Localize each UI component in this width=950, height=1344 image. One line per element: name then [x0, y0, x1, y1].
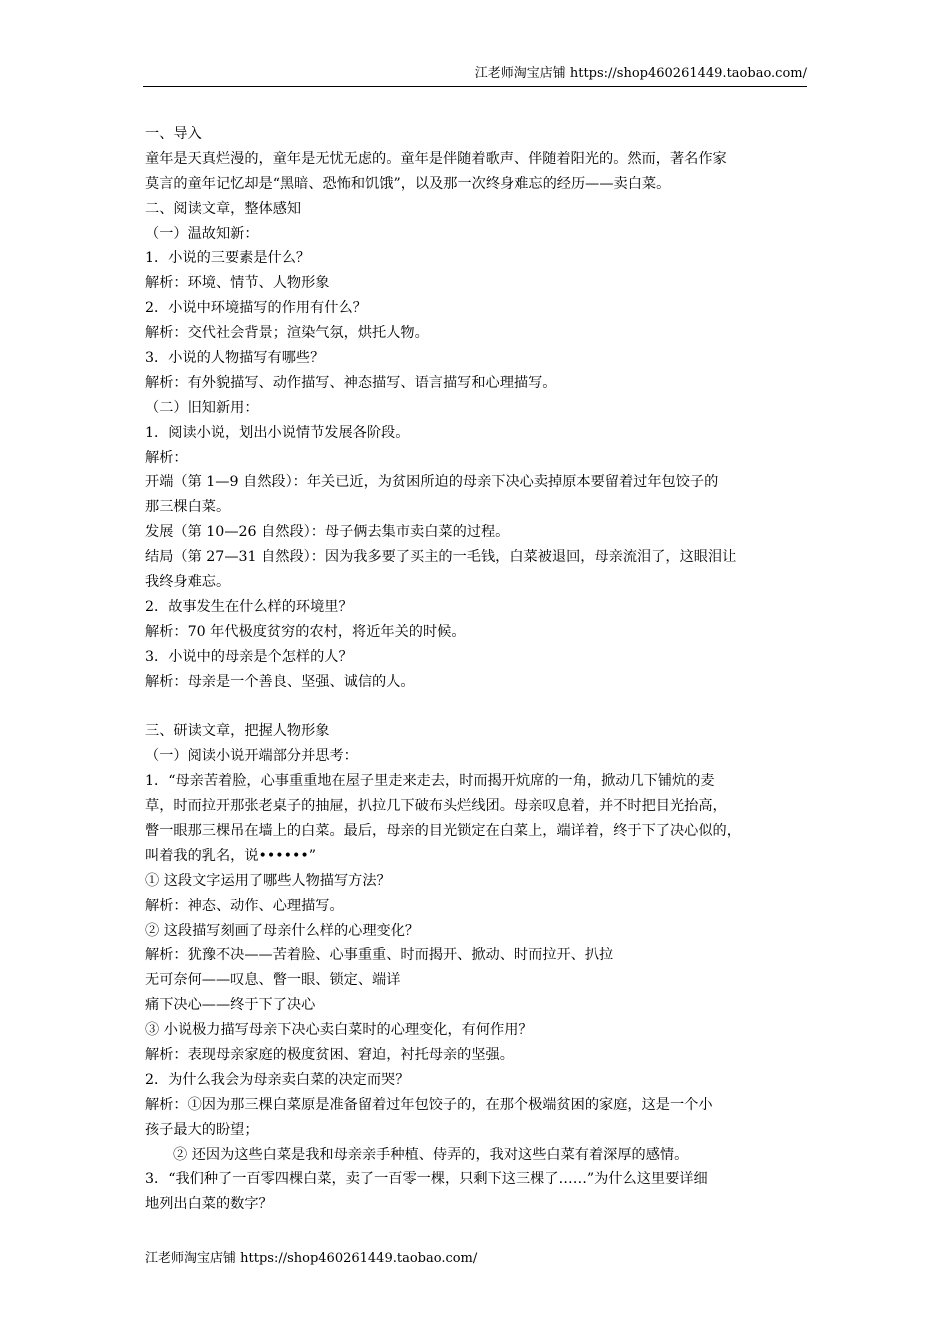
section-heading-study: 三、研读文章，把握人物形象 [145, 723, 330, 740]
page-header [143, 64, 807, 87]
question-line: ① 这段文字运用了哪些人物描写方法？ [145, 872, 391, 889]
answer-line: 解析：犹豫不决——苦着脸、心事重重、时而揭开、掀动、时而拉开、扒拉 [145, 947, 614, 964]
paragraph-line: 我终身难忘。 [145, 574, 231, 591]
subsection-heading: （一）温故知新： [145, 225, 259, 242]
subsection-heading: （一）阅读小说开端部分并思考： [145, 748, 358, 765]
question-line: ③ 小说极力描写母亲下决心卖白菜时的心理变化，有何作用？ [145, 1022, 533, 1039]
answer-line: 解析：母亲是一个善良、坚强、诚信的人。 [145, 673, 415, 690]
question-line: 3．小说中的母亲是个怎样的人？ [145, 648, 353, 665]
answer-line: 解析： [145, 449, 188, 466]
answer-line: 解析：①因为那三棵白菜原是准备留着过年包饺子的，在那个极端贫困的家庭，这是一个小 [145, 1096, 713, 1113]
answer-line: 解析：神态、动作、心理描写。 [145, 897, 344, 914]
answer-line: 解析：环境、情节、人物形象 [145, 275, 330, 292]
question-line: ② 这段描写刻画了母亲什么样的心理变化？ [145, 922, 420, 939]
paragraph-line: 童年是天真烂漫的，童年是无忧无虑的。童年是伴随着歌声、伴随着阳光的。然而，著名作家 [145, 150, 727, 167]
paragraph-line: 结局（第 27—31 自然段）：因为我多要了买主的一毛钱，白菜被退回，母亲流泪了，这眼泪让 [145, 549, 737, 566]
paragraph-line: 发展（第 10—26 自然段）：母子俩去集市卖白菜的过程。 [145, 524, 510, 541]
blank-line [145, 694, 817, 719]
quote-line: 叫着我的乳名，说••••••” [145, 847, 316, 864]
paragraph-line: 开端（第 1—9 自然段）：年关已近，为贫困所迫的母亲下决心卖掉原本要留着过年包饺子的 [145, 474, 719, 491]
answer-line: 解析：70 年代极度贫穷的农村，将近年关的时候。 [145, 623, 466, 640]
question-line: 3．小说的人物描写有哪些？ [145, 350, 325, 367]
answer-line: 痛下决心——终于下了决心 [145, 997, 316, 1014]
answer-line: ② 还因为这些白菜是我和母亲亲手种植、侍弄的，我对这些白菜有着深厚的感情。 [173, 1146, 689, 1163]
quote-line: 草，时而拉开那张老桌子的抽屉，扒拉几下破布头烂线团。母亲叹息着，并不时把目光抬高， [145, 798, 727, 815]
paragraph-line: 那三棵白菜。 [145, 499, 231, 516]
document-body [145, 122, 817, 1217]
header-shop-link-text: 江老师淘宝店铺 https://shop460261449.taobao.com/ [474, 66, 807, 81]
question-line: 地列出白菜的数字？ [145, 1196, 273, 1213]
section-heading-reading: 二、阅读文章，整体感知 [145, 200, 302, 217]
question-line: 1．小说的三要素是什么？ [145, 250, 311, 267]
question-line: 3．“我们种了一百零四棵白菜，卖了一百零一棵，只剩下这三棵了……”为什么这里要详细 [145, 1171, 708, 1188]
question-line: 2．故事发生在什么样的环境里？ [145, 598, 353, 615]
answer-line: 孩子最大的盼望； [145, 1121, 259, 1138]
page-footer: 江老师淘宝店铺 https://shop460261449.taobao.com/ [145, 1251, 478, 1266]
answer-line: 解析：交代社会背景；渲染气氛，烘托人物。 [145, 325, 429, 342]
question-line: 2．为什么我会为母亲卖白菜的决定而哭？ [145, 1071, 410, 1088]
answer-line: 解析：有外貌描写、动作描写、神态描写、语言描写和心理描写。 [145, 374, 557, 391]
question-line: 2．小说中环境描写的作用有什么？ [145, 300, 367, 317]
question-line: 1．阅读小说，划出小说情节发展各阶段。 [145, 424, 410, 441]
subsection-heading: （二）旧知新用： [145, 399, 259, 416]
section-heading-intro: 一、导入 [145, 126, 202, 142]
answer-line: 无可奈何——叹息、瞥一眼、锁定、端详 [145, 972, 401, 989]
answer-line: 解析：表现母亲家庭的极度贫困、窘迫，衬托母亲的坚强。 [145, 1046, 514, 1063]
quote-line: 瞥一眼那三棵吊在墙上的白菜。最后，母亲的目光锁定在白菜上，端详着，终于下了决心似的， [145, 822, 741, 839]
quote-line: 1．“母亲苦着脸，心事重重地在屋子里走来走去，时而揭开炕席的一角，掀动几下铺炕的麦 [145, 773, 715, 790]
paragraph-line: 莫言的童年记忆却是“黑暗、恐怖和饥饿”，以及那一次终身难忘的经历——卖白菜。 [145, 175, 671, 192]
